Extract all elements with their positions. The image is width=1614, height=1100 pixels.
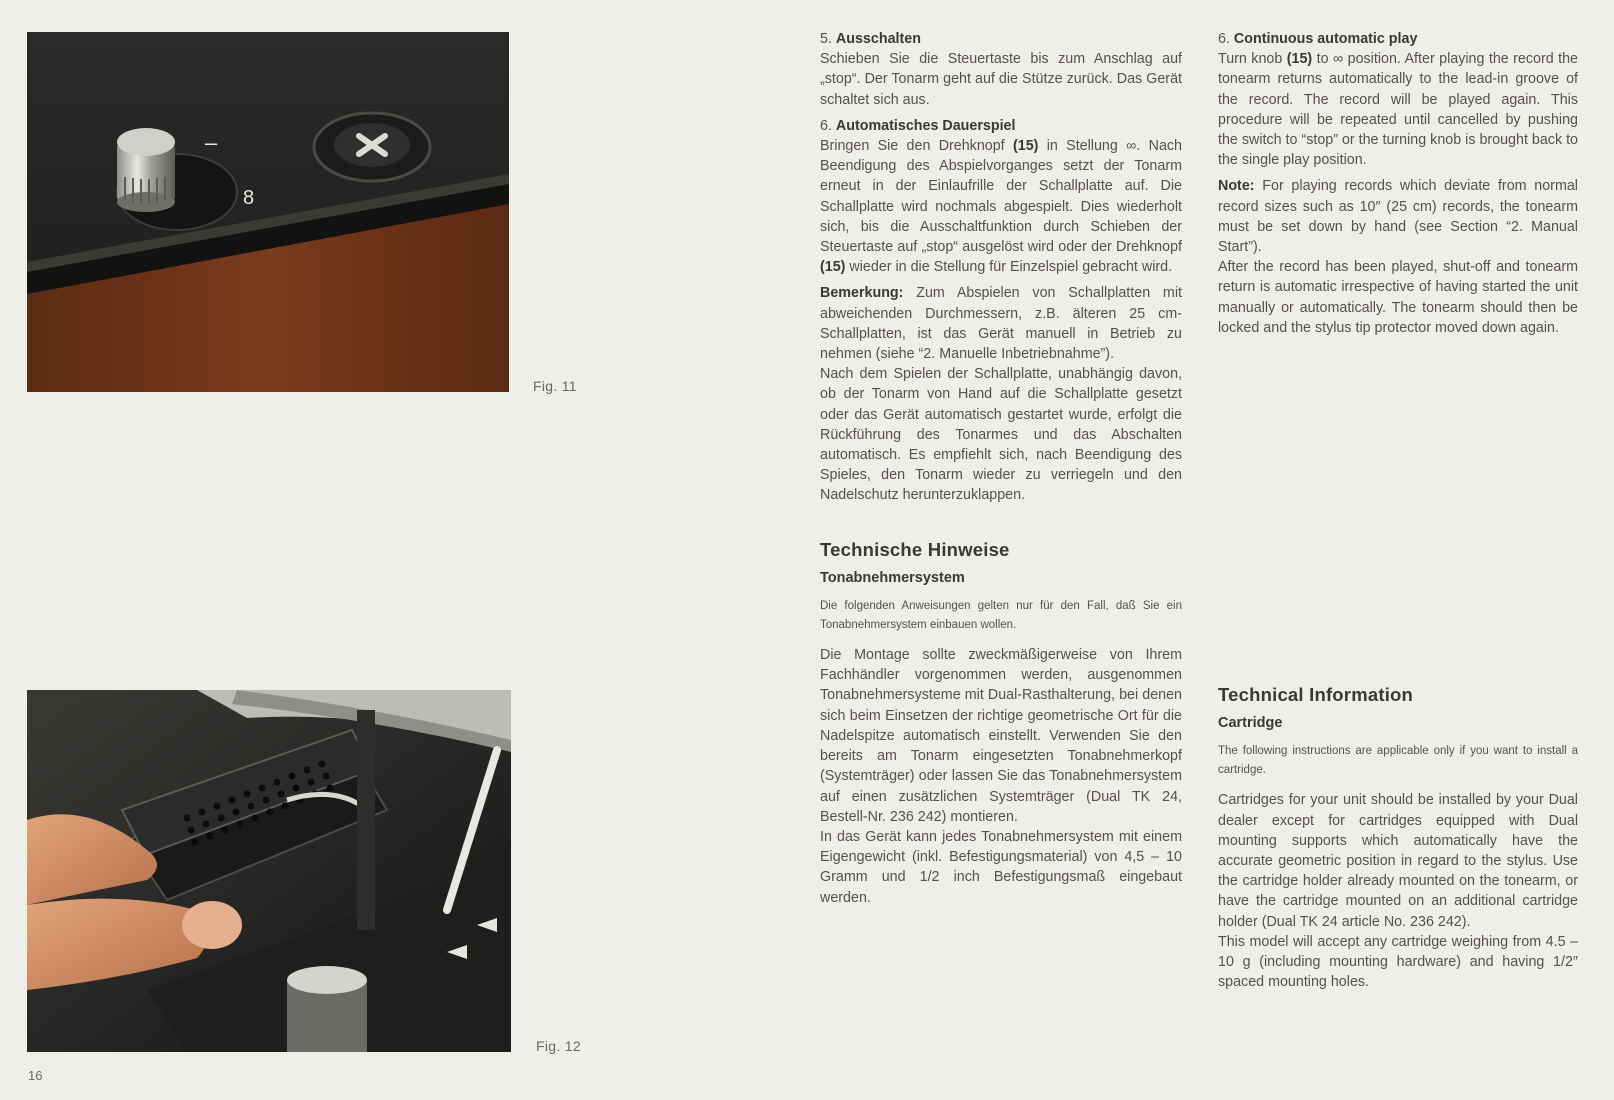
de-s6-number: 6. (820, 117, 832, 134)
en-note (1218, 176, 1578, 257)
de-remark-label: Bemerkung: (820, 285, 904, 302)
de-remark-body-2: Nach dem Spielen der Schallplatte, unabhängig davon, ob der Tonarm von Hand auf die Schallplatte gesetzt oder das Gerät automatisch gestartet wurde, erfolgt die Rückführung des Tonarmes und das Abschalten automatisch. Es empfiehlt sich, nach Beendigung des Spieles, den Tonarm wieder zu verriegeln und den Nadelschutz herunterzuklappen. (820, 366, 1182, 504)
de-tech-subtitle: Tonabnehmersystem (820, 569, 965, 586)
de-tech-body-2: In das Gerät kann jedes Tonabnehmersystem mit einem Eigengewicht (inkl. Befestigungsmaterial) von 4,5 – 10 Gramm und 1/2 inch Befestigungsmaß eingebaut werden. (820, 828, 1182, 906)
en-s6-title: Continuous automatic play (1233, 31, 1418, 47)
en-tech-note: The following instructions are applicable only if you want to install a cartridge. (1218, 745, 1578, 777)
en-tech-body-2: This model will accept any cartridge weighing from 4.5 – 10 g (including mounting hardware) and having 1/2″ spaced mounting holes. (1218, 933, 1578, 991)
de-s6-text-c: . Nach Beendigung des Abspielvorganges setzt der Tonarm erneut in der Einlaufrille der Schallplatte auf. Die Schallplatte wird nochmals abgespielt. Dies wiederholt sich, bis die Ausschaltfunktion durch Schieben der Steuertaste auf „stop“ ausgelöst wird oder der Drehknopf (820, 138, 1182, 256)
turntable-knob-illustration (27, 32, 509, 392)
fig12-photo (27, 690, 511, 1052)
en-s6-number: 6. (1218, 31, 1230, 47)
en-s6-ref-1: (15) (1286, 51, 1313, 68)
de-tech-body: Die Montage sollte zweckmäßigerweise von Ihrem Fachhändler vorgenommen werden, ausgenommen Tonabnehmersysteme mit Dual-Rasthalterung, bei denen sich beim Einsetzen der richtige geometrische Ort für die Nadelspitze automatisch einstellt. Verwenden Sie den bereits am Tonarm eingesetzten Tonabnehmerkopf (Systemträger) oder lassen Sie das Tonabnehmersystem auf einen zusätzlichen Systemträger (Dual TK 24, Bestell-Nr. 236 242) montieren. (820, 647, 1182, 825)
de-remark-body: Zum Abspielen von Schallplatten mit abweichenden Durchmessern, z.B. älteren 25 cm-Schallplatten, ist das Gerät manuell in Betrieb zu nehmen (siehe “2. Manuelle Inbetriebnahme”). (820, 285, 1182, 363)
de-section-5 (820, 29, 1182, 110)
fig11-photo (27, 32, 509, 392)
de-s6-text-b: in Stellung (1046, 138, 1118, 155)
en-note-body: For playing records which deviate from normal record sizes such as 10″ (25 cm) records, the tonearm must be set down by hand (see Section “2. Manual Start”). (1218, 178, 1578, 256)
infinity-symbol-icon: ∞ (1126, 138, 1137, 155)
fig11-label-eight: 8 (243, 187, 255, 209)
de-s6-text-a: Bringen Sie den Drehknopf (820, 138, 1005, 155)
fig11-caption: Fig. 11 (533, 378, 577, 394)
de-s5-title: Ausschalten (835, 31, 921, 47)
cartridge-install-illustration (27, 690, 511, 1052)
en-note-label: Note: (1218, 178, 1255, 195)
de-tech-title: Technische Hinweise (820, 538, 1010, 560)
en-tech-body: Cartridges for your unit should be installed by your Dual dealer except for cartridges equipped with Dual mounting supports which automatically have the accurate geometric position in regard to the stylus. Use the cartridge holder already mounted on the tonearm, or have the cartridge mounted on an additional cartridge holder (Dual TK 24 article No. 236 242). (1218, 792, 1578, 930)
en-s6-text-c: position. After playing the record the tonearm returns automatically to the lead-in groove of the record. The record will be played again. This procedure will be repeated until cancelled by pushing the switch to “stop” or the turning knob is brought back to the single play position. (1218, 51, 1578, 169)
de-remark (820, 283, 1182, 364)
de-s6-text-d: wieder in die Stellung für Einzelspiel gebracht wird. (849, 259, 1173, 276)
page-number: 16 (28, 1068, 43, 1083)
de-tech-note: Die folgenden Anweisungen gelten nur für den Fall, daß Sie ein Tonabnehmersystem einbauen wollen. (820, 600, 1182, 632)
en-s6-text-b: to (1316, 51, 1329, 68)
de-section-6 (820, 116, 1182, 278)
en-note-body-2: After the record has been played, shut-off and tonearm return is automatic irrespective of having started the unit manually or automatically. The tonearm should then be locked and the stylus tip protector moved down again. (1218, 259, 1578, 336)
de-s6-ref-1: (15) (1012, 138, 1039, 155)
en-tech-subtitle: Cartridge (1218, 715, 1283, 732)
de-s6-title: Automatisches Dauerspiel (835, 117, 1016, 134)
infinity-symbol-icon: ∞ (1332, 51, 1344, 68)
de-s6-ref-2: (15) (820, 259, 846, 276)
de-s5-number: 5. (820, 31, 832, 47)
de-s5-body: Schieben Sie die Steuertaste bis zum Anschlag auf „stop“. Der Tonarm geht auf die Stütze zurück. Das Gerät schaltet sich aus. (820, 51, 1182, 108)
fig11-label-dash: – (205, 130, 218, 155)
fig12-caption: Fig. 12 (536, 1038, 581, 1054)
german-column (820, 29, 1182, 914)
english-column (1218, 29, 1578, 991)
en-tech-title: Technical Information (1218, 684, 1414, 705)
en-tech-section (1218, 685, 1578, 998)
en-s6-text-a: Turn knob (1218, 51, 1283, 68)
en-section-6 (1218, 29, 1578, 170)
